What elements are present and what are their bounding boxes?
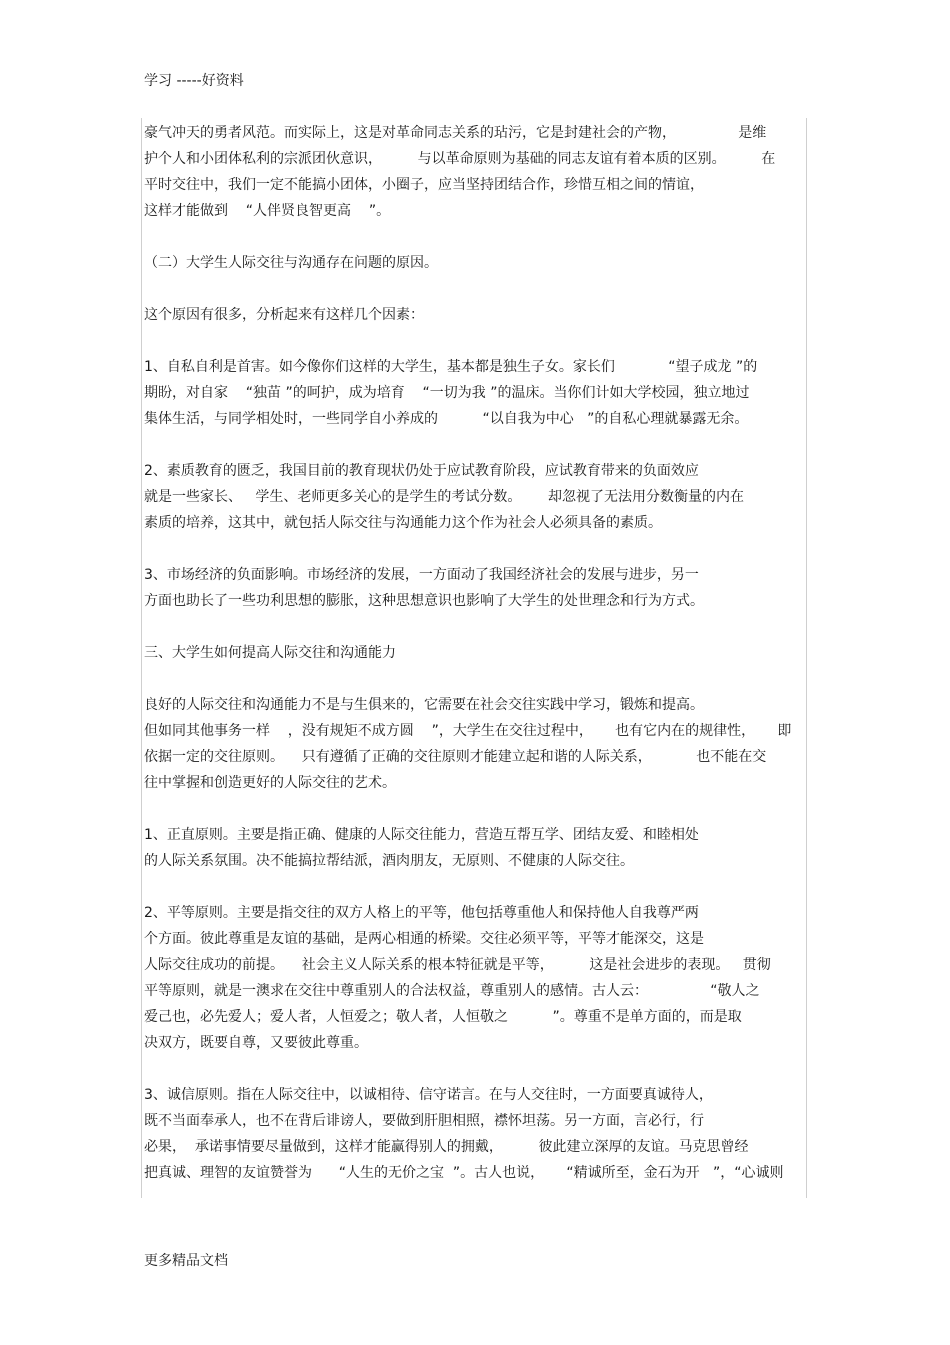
paragraph [144,822,806,874]
document-body [144,120,806,1186]
left-margin-rule [141,118,142,1198]
text-line: 必果， 承诺事情要尽量做到，这样才能赢得别人的拥戴， 彼此建立深厚的友谊。马克思曾经 [144,1139,749,1155]
paragraph-gap [144,224,806,250]
paragraph [144,562,806,614]
text-line: 决双方，既要自尊，又要彼此尊重。 [144,1035,368,1051]
text-line: 2、素质教育的匮乏，我国目前的教育现状仍处于应试教育阶段，应试教育带来的负面效应 [144,463,699,479]
text-line: 人际交往成功的前提。 社会主义人际关系的根本特征就是平等， 这是社会进步的表现。 贯彻 [144,957,771,973]
paragraph-gap [144,328,806,354]
text-line: 集体生活，与同学相处时，一些同学自小养成的 “以自我为中心 ”的自私心理就暴露无余。 [144,411,749,427]
text-line: 爱己也，必先爱人；爱人者，人恒爱之；敬人者，人恒敬之 ”。尊重不是单方面的，而是取 [144,1009,742,1025]
paragraph-gap [144,874,806,900]
paragraph [144,302,806,328]
paragraph [144,458,806,536]
page-footer: 更多精品文档 [144,1253,228,1269]
text-line: 3、诚信原则。指在人际交往中，以诚相待、信守诺言。在与人交往时，一方面要真诚待人， [144,1087,713,1103]
paragraph-gap [144,1056,806,1082]
text-line: 把真诚、理智的友谊赞誉为 “人生的无价之宝 ”。古人也说， “精诚所至，金石为开 ”，“心诚则 [144,1165,784,1181]
text-line: 3、市场经济的负面影响。市场经济的发展，一方面动了我国经济社会的发展与进步，另一 [144,567,699,583]
paragraph-gap [144,796,806,822]
text-line: 护个人和小团体私利的宗派团伙意识， 与以革命原则为基础的同志友谊有着本质的区别。 在 [144,151,776,167]
text-line: 既不当面奉承人，也不在背后诽谤人，要做到肝胆相照，襟怀坦荡。另一方面，言必行，行 [144,1113,704,1129]
text-line: 这个原因有很多，分析起来有这样几个因素： [144,307,424,323]
paragraph [144,640,806,666]
paragraph [144,354,806,432]
paragraph-gap [144,276,806,302]
text-line: 这样才能做到 “人伴贤良智更高 ”。 [144,203,391,219]
paragraph [144,900,806,1056]
paragraph-gap [144,536,806,562]
paragraph [144,1082,806,1186]
text-line: 往中掌握和创造更好的人际交往的艺术。 [144,775,396,791]
text-line: 2、平等原则。主要是指交往的双方人格上的平等，他包括尊重他人和保持他人自我尊严两 [144,905,699,921]
text-line: 平时交往中，我们一定不能搞小团体，小圈子，应当坚持团结合作，珍惜互相之间的情谊， [144,177,704,193]
right-margin-rule [806,118,807,1198]
text-line: 素质的培养，这其中，就包括人际交往与沟通能力这个作为社会人必须具备的素质。 [144,515,662,531]
paragraph [144,692,806,796]
text-line: 就是一些家长、 学生、老师更多关心的是学生的考试分数。 却忽视了无法用分数衡量的内在 [144,489,745,505]
page-header: 学习 -----好资料 [144,73,244,89]
text-line: 1、正直原则。主要是指正确、健康的人际交往能力，营造互帮互学、团结友爱、和睦相处 [144,827,699,843]
text-line: 平等原则，就是一澳求在交往中尊重别人的合法权益，尊重别人的感情。古人云： “敬人之 [144,983,760,999]
paragraph-gap [144,432,806,458]
text-line: 期盼，对自家 “独苗 ”的呵护，成为培育 “一切为我 ”的温床。当你们计如大学校园，独立地过 [144,385,750,401]
text-line: 1、自私自利是首害。如今像你们这样的大学生，基本都是独生子女。家长们 “望子成龙 ”的 [144,359,758,375]
paragraph [144,120,806,224]
text-line: 方面也助长了一些功利思想的膨胀，这种思想意识也影响了大学生的处世理念和行为方式。 [144,593,704,609]
text-line: 的人际关系氛围。决不能搞拉帮结派，酒肉朋友，无原则、不健康的人际交往。 [144,853,634,869]
text-line: 三、大学生如何提高人际交往和沟通能力 [144,645,396,661]
paragraph-gap [144,614,806,640]
paragraph-gap [144,666,806,692]
text-line: 依据一定的交往原则。 只有遵循了正确的交往原则才能建立起和谐的人际关系， 也不能在交 [144,749,767,765]
text-line: （二）大学生人际交往与沟通存在问题的原因。 [144,255,438,271]
paragraph [144,250,806,276]
text-line: 良好的人际交往和沟通能力不是与生俱来的，它需要在社会交往实践中学习，锻炼和提高。 [144,697,704,713]
text-line: 个方面。彼此尊重是友谊的基础，是两心相通的桥梁。交往必须平等，平等才能深交，这是 [144,931,704,947]
text-line: 豪气冲天的勇者风范。而实际上，这是对革命同志关系的玷污，它是封建社会的产物， 是维 [144,125,767,141]
text-line: 但如同其他事务一样 ，没有规矩不成方圆 ”，大学生在交往过程中， 也有它内在的规律性， 即 [144,723,792,739]
